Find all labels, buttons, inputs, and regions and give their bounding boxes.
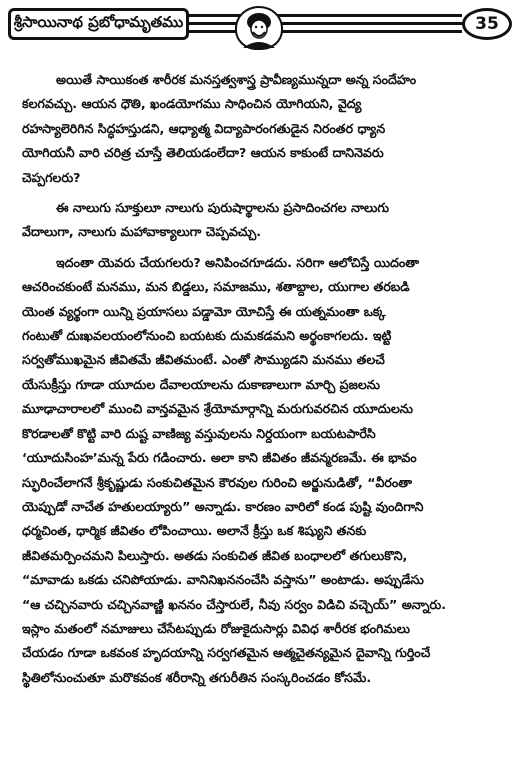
- header-rule: [186, 22, 462, 25]
- text-line: యేసుక్రీస్తు గూడా యూదుల దేవాలయాలను దుకాణాలుగా మార్చి ప్రజలను: [22, 376, 380, 392]
- sai-baba-portrait-icon: [235, 6, 283, 50]
- text-line: స్ఫురించేలాగనే శ్రీకృష్ణుడు సంకుచితమైన కౌరవుల గురించి అర్జునుడితో, “వీరంతా: [22, 474, 413, 490]
- text-line: యెంత వ్యర్థంగా యిన్ని ప్రయాసలు పడ్డామో యోచిస్తే ఈ యత్నమంతా ఒక్క: [22, 303, 386, 319]
- text-line: యోగియనీ వారి చరిత్ర చూస్తే తెలియడంలేదా? ఆయన కాకుంటే దానినెవరు: [22, 145, 384, 161]
- text-line: ఇదంతా యెవరు చేయగలరు? అనిపించగూడదు. సరిగా ఆలోచిస్తే యిదంతా: [56, 254, 420, 270]
- text-line: యెప్పుడో నాచేత హతులయ్యారు” అన్నాడు. కారణం వారిలో కండ పుష్టి వుందిగాని: [22, 498, 424, 514]
- text-line: ఇస్లాం మతంలో నమాజులు చేసేటప్పుడు రోజుకైదుసార్లు వివిధ శారీరక భంగిమలు: [22, 620, 411, 636]
- text-line: చెప్పగలరు?: [22, 169, 81, 185]
- paragraph: [22, 196, 506, 245]
- text-line: ధర్మచింత, ధార్మిక జీవితం లోపించాయి. అలానే క్రీస్తు ఒక శిష్యుని తనకు: [22, 523, 367, 539]
- text-line: కొరడాలతో కొట్టి వారి దుష్ట వాణిజ్య వస్తువులను నిర్దయంగా బయటపారేసి: [22, 425, 376, 441]
- page-body: [22, 68, 506, 690]
- text-line: అయితే సాయికంత శారీరక మనస్తత్వశాస్త్ర ప్రావీణ్యమున్నదా అన్న సందేహం: [56, 72, 417, 87]
- header-rule: [186, 14, 462, 17]
- text-line: కలగవచ్చు. ఆయన ధౌతి, ఖండయోగము సాధించిన యోగియని, వైద్య: [22, 96, 362, 112]
- text-line: గంటుతో దుఃఖవలయంలోనుంచి బయటకు దుమకడమని అర్థంకాగలదు. ఇట్టి: [22, 328, 392, 344]
- page-header: [8, 6, 512, 50]
- text-line: రహస్యాలెరిగిన సిద్ధహస్తుడని, ఆధ్యాత్మ విద్యాపారంగతుడైన నిరంతర ధ్యాన: [22, 120, 386, 136]
- text-line: స్థితిలోనుంచుతూ మరొకవంక శరీరాన్ని తగురీతిన సంస్కరించడం కోసమే.: [22, 669, 372, 685]
- text-line: ఆచరించకుంటే మనము, మన బిడ్డలు, సమాజము, శతాబ్దాల, యుగాల తరబడి: [22, 279, 410, 295]
- book-title: శ్రీసాయినాథ ప్రబోధామృతము: [8, 8, 189, 40]
- text-line: “మావాడు ఒకడు చనిపోయాడు. వానినిఖననంచేసి వస్తాను” అంటాడు. అప్పుడేసు: [22, 572, 424, 588]
- header-rule: [186, 30, 462, 33]
- paragraph: [22, 68, 506, 190]
- text-line: మూఢాచారాలలో ముంచి వాన్తవమైన శ్రేయోమార్గాన్ని మరుగువరచిన యూదులను: [22, 401, 413, 417]
- text-line: ‘యూదుసింహ’మన్న పేరు గడించారు. అలా కాని జీవితం జీవన్మరణమే. ఈ భావం: [22, 450, 417, 466]
- text-line: “ఆ చచ్చినవారు చచ్చినవాణ్ణి ఖననం చేస్తారులే, నీవు సర్వం విడిచి వచ్చెయ్” అన్నారు.: [22, 596, 447, 612]
- text-line: ఈ నాలుగు సూక్తులూ నాలుగు పురుషార్థాలను ప్రసాదించగల నాలుగు: [56, 200, 390, 216]
- text-line: వేదాలుగా, నాలుగు మహావాక్యాలుగా చెప్పవచ్చు.: [22, 224, 262, 240]
- paragraph: [22, 251, 506, 690]
- text-line: చేయడం గూడా ఒకవంక హృదయాన్ని సర్వగతమైన ఆత్మచైతన్యమైన దైవాన్ని గుర్తించే: [22, 645, 431, 661]
- text-line: జీవితమర్పించమని పిలుస్తారు. అతడు సంకుచిత జీవిత బంధాలలో తగులుకొని,: [22, 547, 408, 563]
- text-line: సర్వతోముఖమైన జీవితమే జీవితమంటే. ఎంతో సౌమ్యుడని మనము తలచే: [22, 352, 385, 368]
- page-number: 35: [462, 8, 512, 40]
